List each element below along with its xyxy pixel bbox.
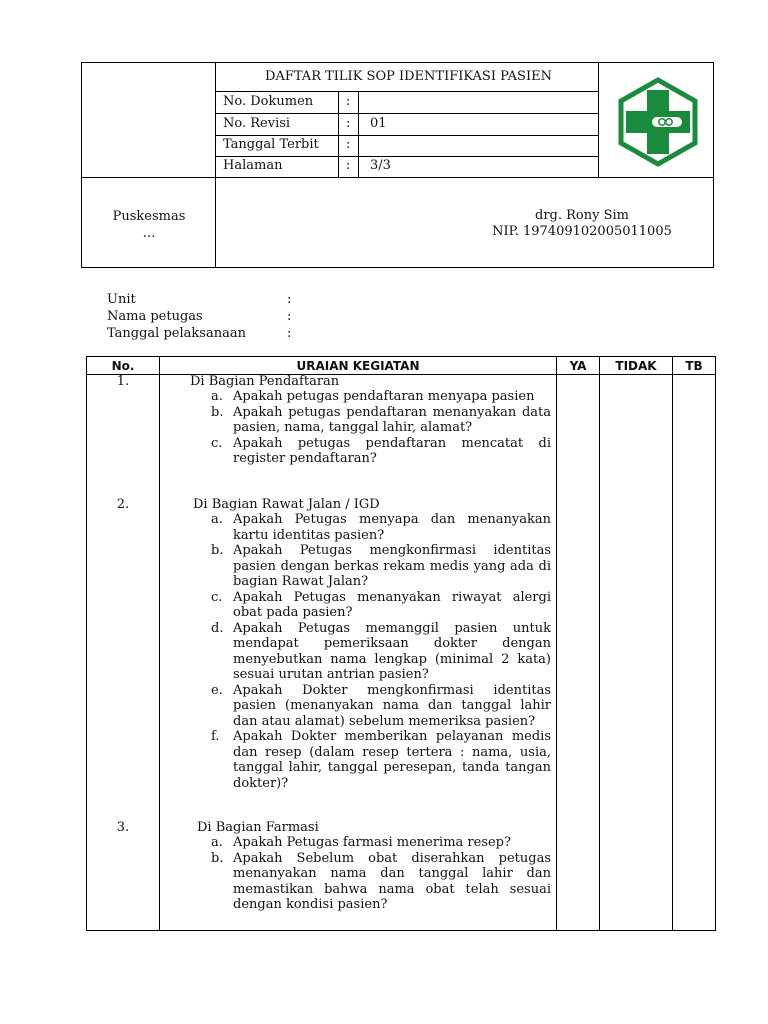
column-header-tb: TB xyxy=(685,359,703,373)
item-marker: d. xyxy=(211,620,224,636)
info-label: Unit xyxy=(107,292,136,307)
field-colon: : xyxy=(346,158,351,173)
item-text: Apakah petugas pendaftaran menyapa pasien xyxy=(233,389,535,404)
item-text: Apakah Petugas mengkonfirmasi identitas pasien dengan berkas rekam medis yang ada di bagian Rawat Jalan? xyxy=(233,543,551,589)
section-number: 2. xyxy=(116,497,130,512)
info-colon: : xyxy=(287,309,292,324)
info-label: Nama petugas xyxy=(107,309,203,324)
column-header-no: No. xyxy=(111,359,135,373)
field-value-no-revisi: 01 xyxy=(370,116,387,131)
list-item xyxy=(211,683,551,730)
list-item xyxy=(211,405,551,436)
item-marker: b. xyxy=(211,850,224,866)
list-item xyxy=(211,621,551,683)
item-marker: a. xyxy=(211,835,223,850)
item-text: Apakah Sebelum obat diserahkan petugas menanyakan nama dan tanggal lahir dan memastikan bahwa nama obat telah sesuai dengan kondisi pasien? xyxy=(233,850,551,912)
item-marker: c. xyxy=(211,589,223,605)
item-text: Apakah Petugas menanyakan riwayat alergi obat pada pasien? xyxy=(233,589,551,620)
list-item xyxy=(211,835,551,851)
section-title: Di Bagian Farmasi xyxy=(197,820,319,835)
info-colon: : xyxy=(287,292,292,307)
item-text: Apakah Dokter memberikan pelayanan medis dan resep (dalam resep tertera : nama, usia, tanggal lahir, tanggal peresepan, tanda tangan dokter)? xyxy=(233,729,551,791)
field-label-no-revisi: No. Revisi xyxy=(223,116,291,131)
section-items xyxy=(211,835,551,913)
signatory-block xyxy=(472,208,692,240)
list-item xyxy=(211,729,551,791)
list-item xyxy=(211,436,551,467)
item-marker: a. xyxy=(211,512,223,527)
info-row-nama-petugas xyxy=(107,308,292,325)
item-marker: e. xyxy=(211,682,223,698)
puskesmas-logo-icon xyxy=(613,77,703,167)
field-value-halaman: 3/3 xyxy=(370,158,391,173)
info-row-tanggal-pelaksanaan xyxy=(107,325,292,342)
item-marker: b. xyxy=(211,404,224,420)
signatory-nip: NIP. 197409102005011005 xyxy=(492,224,672,239)
column-header-uraian: URAIAN KEGIATAN xyxy=(296,359,420,373)
section-title: Di Bagian Rawat Jalan / IGD xyxy=(193,497,380,512)
list-item xyxy=(211,543,551,590)
section-number: 3. xyxy=(116,820,130,835)
section-title: Di Bagian Pendaftaran xyxy=(190,374,340,389)
item-text: Apakah petugas pendaftaran mencatat di register pendaftaran? xyxy=(233,435,551,466)
item-marker: a. xyxy=(211,389,223,404)
item-marker: b. xyxy=(211,543,224,558)
organization-label: Puskesmas xyxy=(112,209,186,224)
info-row-unit xyxy=(107,291,292,308)
section-number: 1. xyxy=(116,374,130,389)
info-colon: : xyxy=(287,326,292,341)
field-label-no-dokumen: No. Dokumen xyxy=(223,94,314,109)
item-text: Apakah Petugas menyapa dan menanyakan kartu identitas pasien? xyxy=(233,512,551,543)
item-text: Apakah Petugas farmasi menerima resep? xyxy=(233,835,511,850)
field-colon: : xyxy=(346,137,351,152)
document-title: DAFTAR TILIK SOP IDENTIFIKASI PASIEN xyxy=(265,69,552,84)
organization-suffix: … xyxy=(142,226,156,241)
item-text: Apakah petugas pendaftaran menanyakan data pasien, nama, tanggal lahir, alamat? xyxy=(233,404,551,435)
list-item xyxy=(211,590,551,621)
section-items xyxy=(211,389,551,467)
item-text: Apakah Petugas memanggil pasien untuk mendapat pemeriksaan dokter dengan menyebutkan nama lengkap (minimal 2 kata) sesuai urutan antrian pasien? xyxy=(233,620,551,682)
list-item xyxy=(211,851,551,913)
signatory-name: drg. Rony Sim xyxy=(535,208,629,223)
item-marker: f. xyxy=(211,729,220,744)
info-fields xyxy=(107,291,292,342)
organization-name xyxy=(82,208,216,242)
column-header-tidak: TIDAK xyxy=(615,359,657,373)
checklist-table xyxy=(86,356,716,931)
item-text: Apakah Dokter mengkonfirmasi identitas pasien (menanyakan nama dan tanggal lahir dan atau alamat) sebelum memeriksa pasien? xyxy=(233,682,551,729)
field-label-tanggal-terbit: Tanggal Terbit xyxy=(223,137,319,152)
item-marker: c. xyxy=(211,435,223,451)
list-item xyxy=(211,512,551,543)
column-header-ya: YA xyxy=(569,359,587,373)
field-colon: : xyxy=(346,94,351,109)
field-label-halaman: Halaman xyxy=(223,158,283,173)
field-colon: : xyxy=(346,116,351,131)
section-items xyxy=(211,512,551,791)
info-label: Tanggal pelaksanaan xyxy=(107,326,246,341)
document-header-table xyxy=(81,62,714,268)
list-item xyxy=(211,389,551,405)
